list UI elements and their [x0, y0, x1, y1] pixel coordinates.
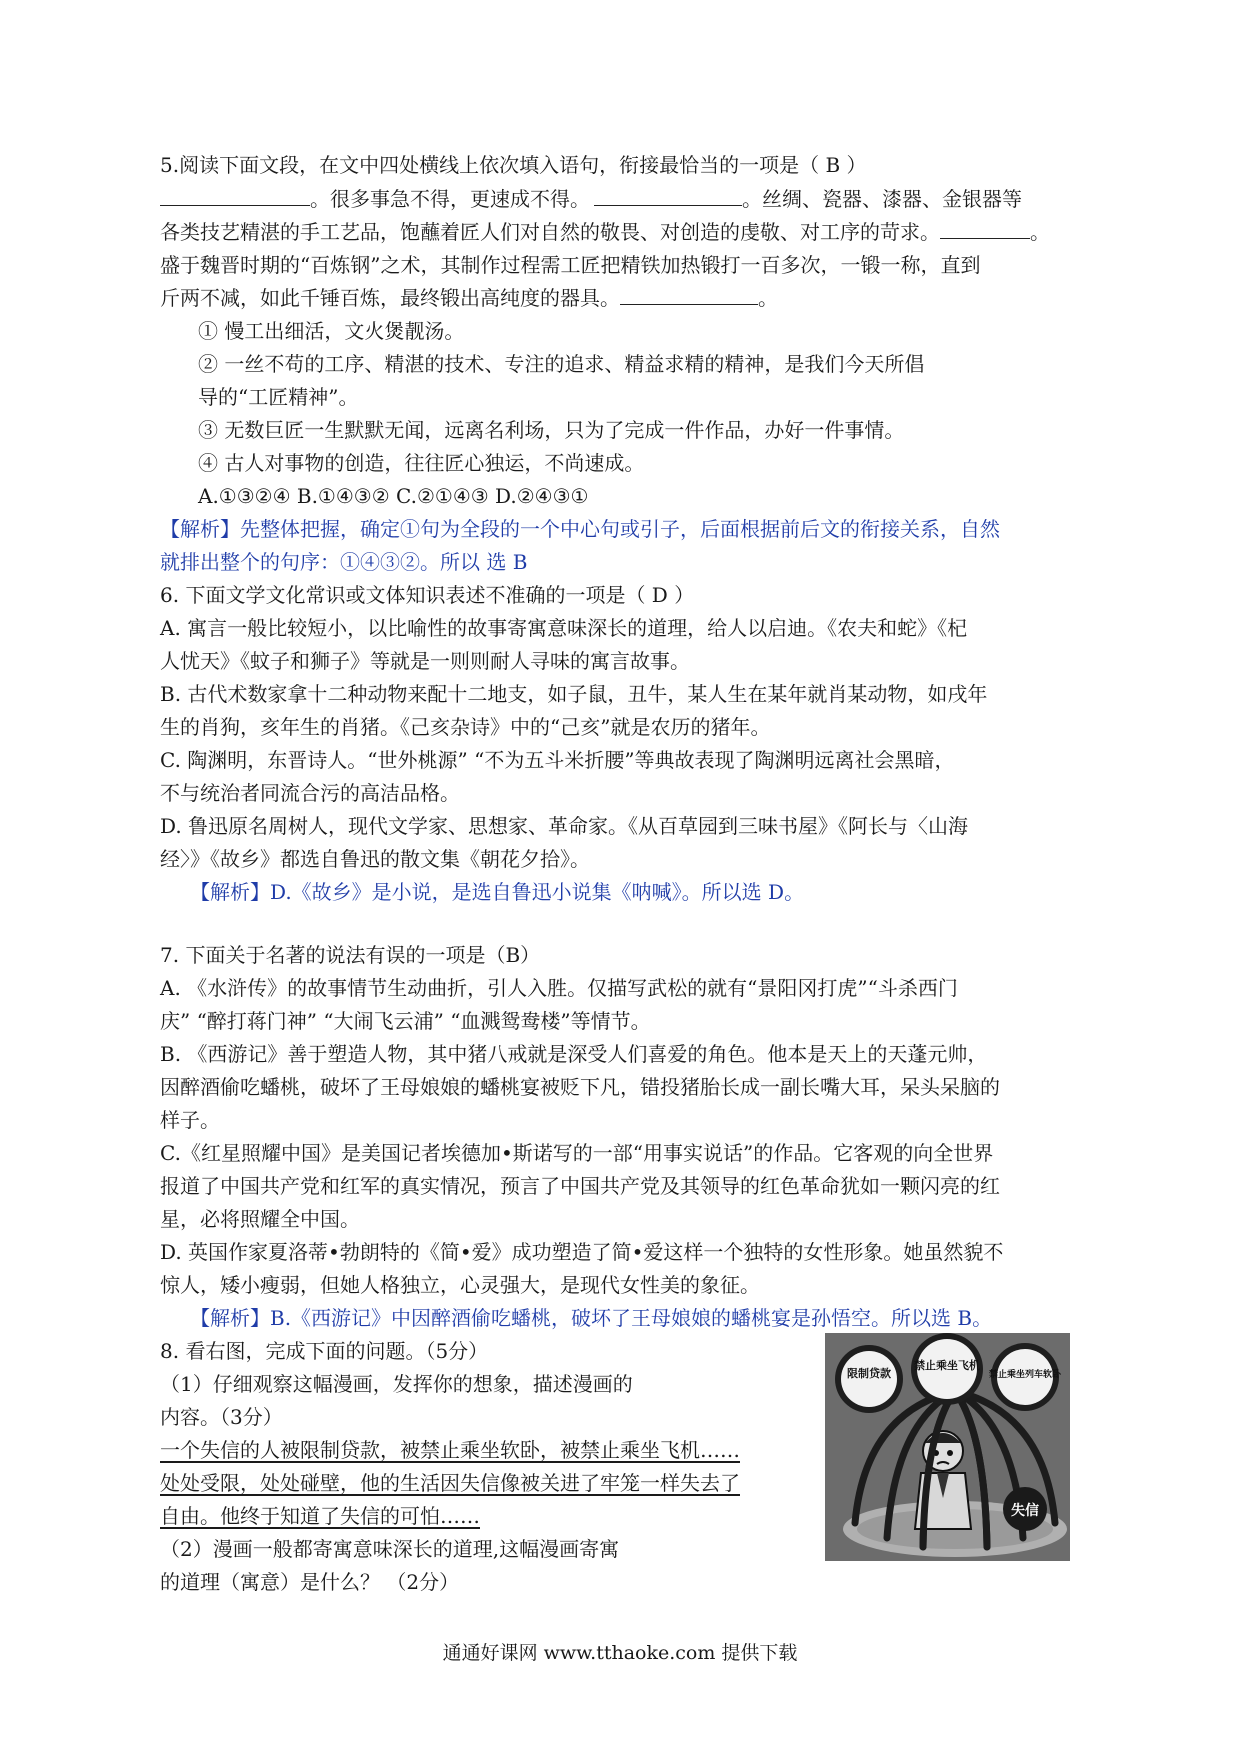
- dishonesty-cage-cartoon: [825, 1333, 1070, 1561]
- q7-option-a: A. 《水浒传》的故事情节生动曲折，引人入胜。仅描写武松的就有“景阳冈打虎”“斗杀西门: [160, 976, 958, 1000]
- q8-answer-line2: 处处受限，处处碰壁，他的生活因失信像被关进了牢笼一样失去了: [160, 1471, 740, 1495]
- q6-option-b-cont: 生的肖狗，亥年生的肖猪。《己亥杂诗》中的“己亥”就是农历的猪年。: [160, 715, 771, 739]
- q7-option-b-cont2: 样子。: [160, 1108, 220, 1132]
- q8-sub2-cont: 的道理（寓意）是什么？ （2分）: [160, 1570, 460, 1594]
- q7-option-d: D. 英国作家夏洛蒂•勃朗特的《简•爱》成功塑造了简•爱这样一个独特的女性形象。她虽然貌不: [160, 1240, 1004, 1264]
- q5-option-2: ② 一丝不苟的工序、精湛的技术、专注的追求、精益求精的精神，是我们今天所倡: [198, 352, 925, 376]
- q7-option-b-cont: 因醉酒偷吃蟠桃，破坏了王母娘娘的蟠桃宴被贬下凡，错投猪胎长成一副长嘴大耳，呆头呆脑的: [160, 1075, 1000, 1099]
- fill-blank-1: [160, 187, 310, 206]
- q5-analysis-cont: 就排出整个的句序：①④③②。所以 选 B: [160, 550, 528, 574]
- q8-sub1-cont: 内容。（3分）: [160, 1405, 283, 1429]
- dishonesty-tag-label: 失信: [1011, 1503, 1039, 1519]
- fill-blank-2: [594, 187, 742, 206]
- q6-option-a-cont: 人忧天》《蚊子和狮子》等就是一则则耐人寻味的寓言故事。: [160, 649, 690, 673]
- q6-option-c-cont: 不与统治者同流合污的高洁品格。: [160, 781, 460, 805]
- page-footer: 通通好课网 www.tthaoke.com 提供下载: [442, 1642, 798, 1664]
- q5-option-1: ① 慢工出细活，文火煲靓汤。: [198, 319, 465, 343]
- q8-answer-line1: 一个失信的人被限制贷款，被禁止乘坐软卧，被禁止乘坐飞机……: [160, 1438, 740, 1462]
- q8-sub1: （1）仔细观察这幅漫画，发挥你的想象，描述漫画的: [160, 1372, 633, 1396]
- q8-stem: 8. 看右图，完成下面的问题。（5分）: [160, 1339, 489, 1363]
- q5-option-2-cont: 导的“工匠精神”。: [198, 385, 359, 409]
- sign-loan-label: 限制贷款: [847, 1367, 891, 1380]
- q7-analysis: 【解析】B.《西游记》中因醉酒偷吃蟠桃，破坏了王母娘娘的蟠桃宴是孙悟空。所以选 B。: [190, 1306, 993, 1330]
- q7-stem: 7. 下面关于名著的说法有误的一项是（B）: [160, 943, 541, 967]
- q7-option-b: B. 《西游记》善于塑造人物，其中猪八戒就是深受人们喜爱的角色。他本是天上的天蓬元帅，: [160, 1042, 988, 1066]
- q6-analysis: 【解析】D.《故乡》是小说，是选自鲁迅小说集《呐喊》。所以选 D。: [190, 880, 805, 904]
- q5-line3: 盛于魏晋时期的“百炼钢”之术，其制作过程需工匠把精铁加热锻打一百多次，一锻一称，直到: [160, 253, 981, 277]
- q6-option-c: C. 陶渊明，东晋诗人。“世外桃源” “不为五斗米折腰”等典故表现了陶渊明远离社会黑暗，: [160, 748, 955, 772]
- q5-option-3: ③ 无数巨匠一生默默无闻，远离名利场，只为了完成一件作品，办好一件事情。: [198, 418, 905, 442]
- q6-option-d: D. 鲁迅原名周树人，现代文学家、思想家、革命家。《从百草园到三味书屋》《阿长与〈山海: [160, 814, 969, 838]
- fill-blank-4: [620, 286, 758, 305]
- dishonesty-tag: [1003, 1487, 1047, 1531]
- q7-option-c: C.《红星照耀中国》是美国记者埃德加•斯诺写的一部“用事实说话”的作品。它客观的向全世界: [160, 1141, 994, 1165]
- q5-line2: 各类技艺精湛的手工艺品，饱蘸着匠人们对自然的敬畏、对创造的虔敬、对工序的苛求。 。: [160, 220, 1050, 244]
- q5-line1: 。很多事急不得，更速成不得。 。丝绸、瓷器、漆器、金银器等: [160, 186, 1022, 212]
- q6-option-b: B. 古代术数家拿十二种动物来配十二地支，如子鼠，丑牛，某人生在某年就肖某动物，如戌年: [160, 682, 988, 706]
- q7-option-d-cont: 惊人，矮小瘦弱，但她人格独立，心灵强大，是现代女性美的象征。: [160, 1273, 760, 1297]
- q5-option-4: ④ 古人对事物的创造，往往匠心独运，不尚速成。: [198, 451, 645, 475]
- fill-blank-3: [940, 220, 1030, 239]
- q5-choices: A.①③②④ B.①④③② C.②①④③ D.②④③①: [198, 484, 589, 508]
- q6-option-a: A. 寓言一般比较短小，以比喻性的故事寄寓意味深长的道理，给人以启迪。《农夫和蛇》《杞: [160, 616, 968, 640]
- q7-option-c-cont2: 星，必将照耀全中国。: [160, 1207, 360, 1231]
- restriction-sign-flight: [911, 1333, 983, 1405]
- q5-line4: 斤两不减，如此千锤百炼，最终锻出高纯度的器具。 。: [160, 286, 778, 310]
- q6-stem: 6. 下面文学文化常识或文体知识表述不准确的一项是（ D ）: [160, 583, 695, 607]
- restriction-sign-loan: [835, 1345, 903, 1413]
- q6-option-d-cont: 经〉》《故乡》都选自鲁迅的散文集《朝花夕拾》。: [160, 847, 590, 871]
- q7-option-c-cont: 报道了中国共产党和红军的真实情况，预言了中国共产党及其领导的红色革命犹如一颗闪亮的红: [160, 1174, 1000, 1198]
- q8-answer-line3: 自由。他终于知道了失信的可怕……: [160, 1504, 480, 1528]
- q5-analysis: 【解析】先整体把握，确定①句为全段的一个中心句或引子，后面根据前后文的衔接关系，自然: [160, 517, 1000, 541]
- sign-train-label: 禁止乘坐列车软卧: [988, 1370, 1062, 1380]
- sign-flight-label: 禁止乘坐飞机: [914, 1359, 980, 1372]
- q7-option-a-cont: 庆” “醉打蒋门神” “大闹飞云浦” “血溅鸳鸯楼”等情节。: [160, 1009, 651, 1033]
- q5-stem: 5.阅读下面文段，在文中四处横线上依次填入语句，衔接最恰当的一项是（ B ）: [160, 153, 867, 177]
- q8-sub2: （2）漫画一般都寄寓意味深长的道理,这幅漫画寄寓: [160, 1537, 620, 1561]
